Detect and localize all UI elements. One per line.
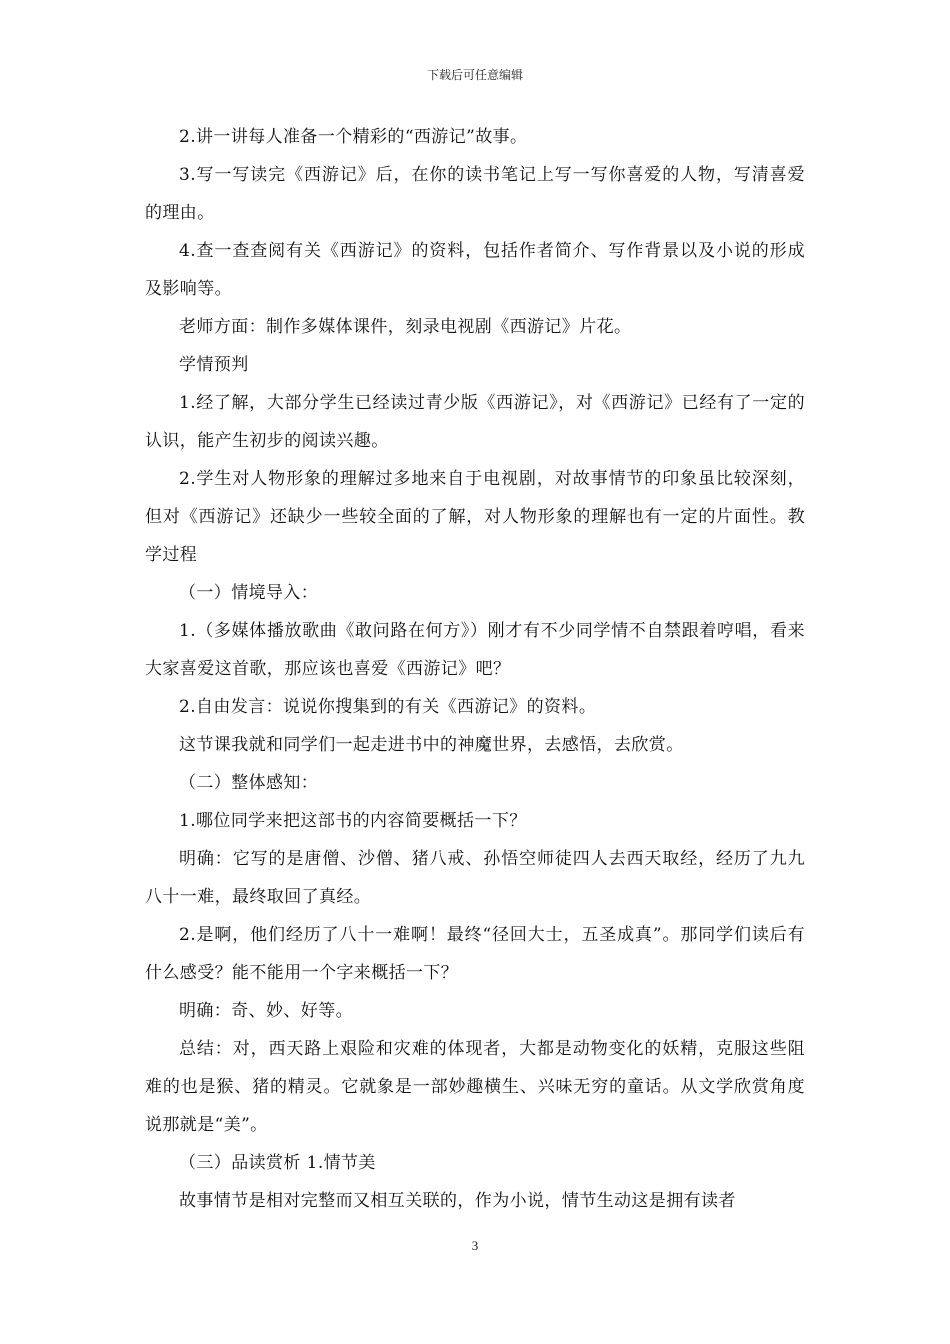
paragraph: 总结：对，西天路上艰险和灾难的体现者，大都是动物变化的妖精，克服这些阻难的也是猴、猪的精灵。它就象是一部妙趣横生、兴味无穷的童话。从文学欣赏角度说那就是“美”。 (145, 1039, 805, 1135)
paragraph: 2.学生对人物形象的理解过多地来自于电视剧，对故事情节的印象虽比较深刻，但对《西游记》还缺少一些较全面的了解，对人物形象的理解也有一定的片面性。教学过程 (145, 469, 805, 565)
paragraph: 2.讲一讲每人准备一个精彩的“西游记”故事。 (179, 127, 528, 147)
paragraph: 2.是啊，他们经历了八十一难啊！最终“径回大士，五圣成真”。那同学们读后有什么感受？能不能用一个字来概括一下？ (145, 925, 805, 983)
paragraph: 3.写一写读完《西游记》后，在你的读书笔记上写一写你喜爱的人物，写清喜爱的理由。 (145, 165, 805, 223)
page-header: 下载后可任意编辑 (426, 68, 523, 82)
paragraph: 1.哪位同学来把这部书的内容简要概括一下？ (179, 811, 527, 831)
section-heading: （三）品读赏析 1.情节美 (179, 1153, 376, 1173)
paragraph: 明确：它写的是唐僧、沙僧、猪八戒、孙悟空师徒四人去西天取经，经历了九九八十一难，最终取回了真经。 (145, 849, 805, 907)
section-heading: （二）整体感知： (179, 773, 319, 793)
section-heading: （一）情境导入： (179, 583, 319, 603)
document-body (145, 118, 805, 1220)
paragraph: 1.经了解，大部分学生已经读过青少版《西游记》，对《西游记》已经有了一定的认识，能产生初步的阅读兴趣。 (145, 393, 805, 451)
paragraph: 老师方面：制作多媒体课件，刻录电视剧《西游记》片花。 (179, 317, 632, 337)
page-number: 3 (471, 1238, 479, 1253)
paragraph: 1.（多媒体播放歌曲《敢问路在何方》）刚才有不少同学情不自禁跟着哼唱，看来大家喜爱这首歌，那应该也喜爱《西游记》吧？ (145, 621, 805, 679)
paragraph: 2.自由发言：说说你搜集到的有关《西游记》的资料。 (179, 697, 597, 717)
section-heading: 学情预判 (179, 355, 249, 375)
paragraph: 故事情节是相对完整而又相互关联的，作为小说，情节生动这是拥有读者 (179, 1191, 736, 1211)
paragraph: 明确：奇、妙、好等。 (179, 1001, 353, 1021)
paragraph: 4.查一查查阅有关《西游记》的资料，包括作者简介、写作背景以及小说的形成及影响等。 (145, 241, 805, 299)
paragraph: 这节课我就和同学们一起走进书中的神魔世界，去感悟，去欣赏。 (179, 735, 684, 755)
